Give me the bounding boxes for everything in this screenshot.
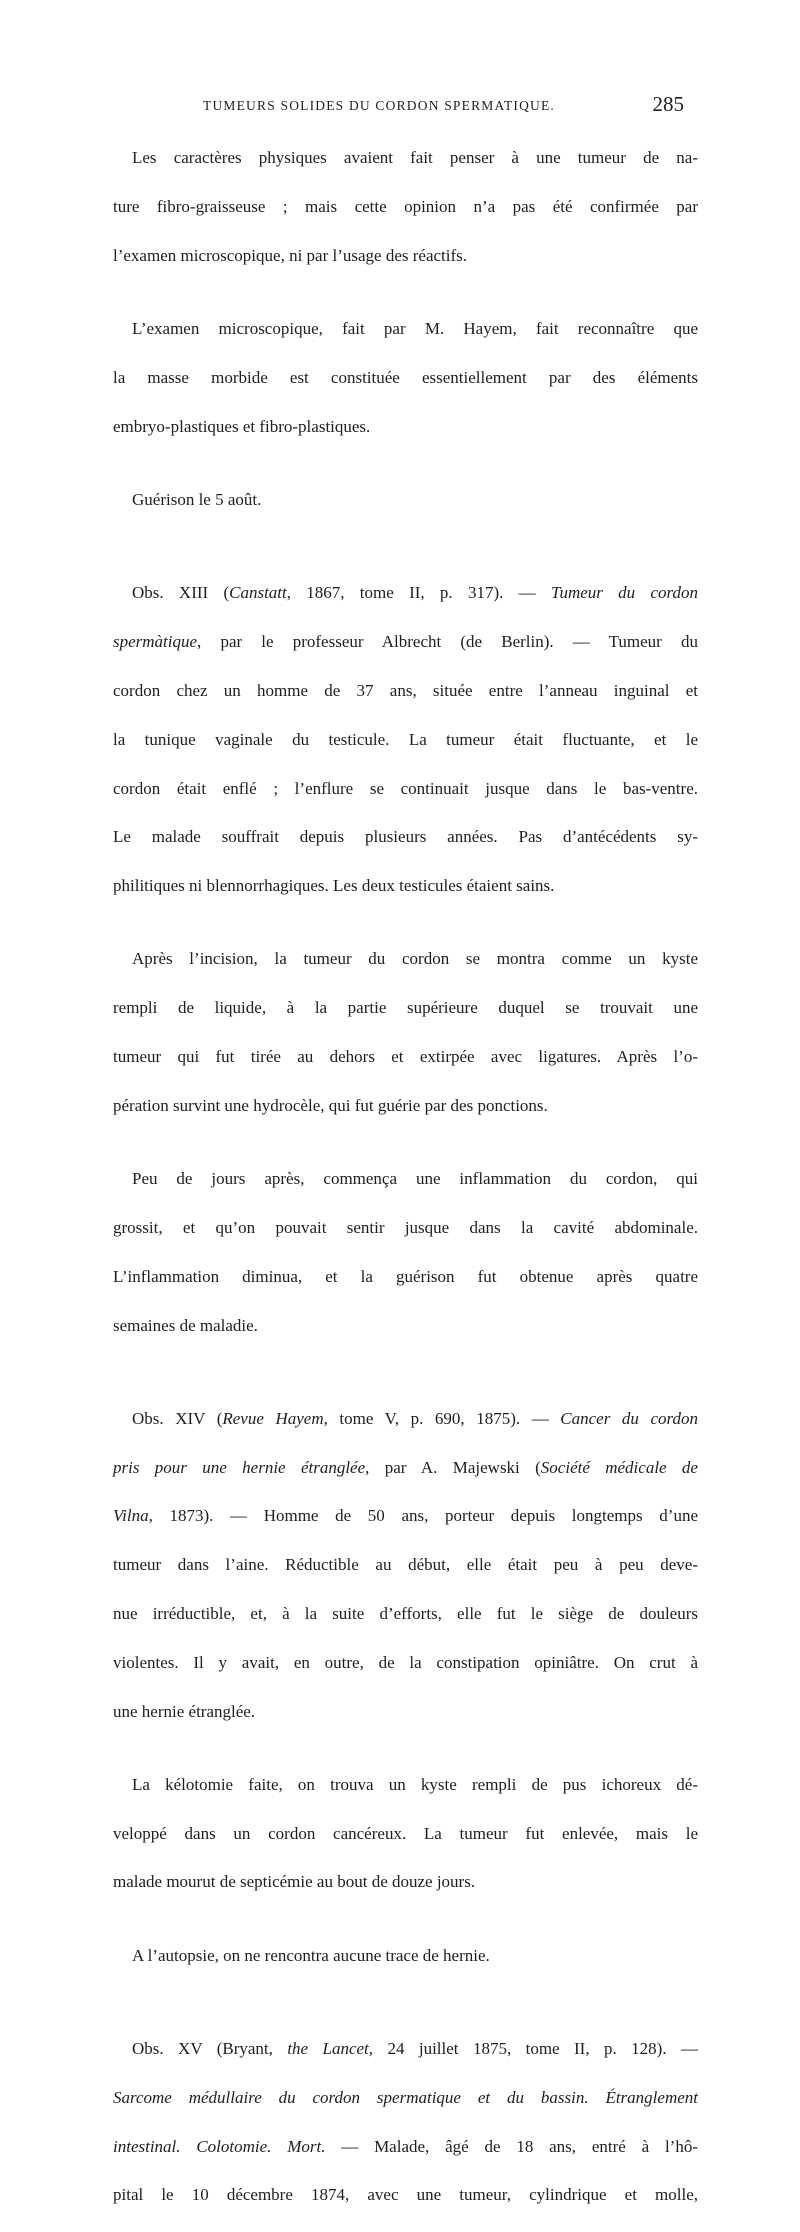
text-line: embryo-plastiques et fibro-plastiques. <box>113 416 371 436</box>
book-page <box>113 92 698 2232</box>
text-line: Peu de jours après, commença une inflammation du cordon, qui <box>132 1169 698 1189</box>
text-line: philitiques ni blennorrhagiques. Les deux testicules étaient sains. <box>113 876 555 896</box>
observation-heading-line <box>113 1407 698 1431</box>
author: , par A. Majewski ( <box>365 1457 541 1477</box>
observation-heading-line <box>113 581 698 605</box>
observation-title: pris pour une hernie étranglée <box>113 1457 366 1477</box>
section-gap <box>113 1362 698 1382</box>
observation-title: Cancer du cordon <box>560 1408 699 1428</box>
observation-title: intestinal. Colotomie. Mort. <box>113 2136 326 2156</box>
text-line: l’examen microscopique, ni par l’usage des réactifs. <box>113 246 468 266</box>
author: , par le professeur Albrecht (de Berlin). — Tumeur du <box>197 632 698 652</box>
observation-title: Tumeur du cordon <box>550 583 698 603</box>
paragraph-recovery <box>113 464 698 537</box>
text-line: L’examen microscopique, fait par M. Hayem, fait reconnaître que <box>132 319 698 339</box>
section-gap <box>113 537 698 557</box>
text-line: nue irréductible, et, à la suite d’efforts, elle fut le siège de douleurs <box>113 1603 698 1623</box>
text-line: violentes. Il y avait, en outre, de la constipation opiniâtre. On crut à <box>113 1652 698 1672</box>
text-line: La kélotomie faite, on trouva un kyste rempli de pus ichoreux dé- <box>132 1774 698 1794</box>
paragraph-physical-characters <box>113 122 698 293</box>
obs-label: Obs. XV (Bryant, <box>132 2038 288 2058</box>
citation: , tome V, p. 690, 1875). — <box>323 1408 561 1428</box>
observation-xiv <box>113 1382 698 1748</box>
text-line: rempli de liquide, à la partie supérieure duquel se trouvait une <box>113 998 698 1018</box>
text-line: la tunique vaginale du testicule. La tumeur était fluctuante, et le <box>113 729 698 749</box>
text-line <box>113 1456 698 1480</box>
text-line: une hernie étranglée. <box>113 1701 256 1721</box>
text-line: Les caractères physiques avaient fait penser à une tumeur de na- <box>132 148 698 168</box>
text-line <box>113 2135 698 2159</box>
text-line: Guérison le 5 août. <box>132 490 262 510</box>
text-line <box>113 1504 698 1528</box>
text-line: tumeur dans l’aine. Réductible au début, elle était peu à peu deve- <box>113 1555 698 1575</box>
text-line: pération survint une hydrocèle, qui fut guérie par des ponctions. <box>113 1095 548 1115</box>
text-line: tumeur qui fut tirée au dehors et extirpée avec ligatures. Après l’o- <box>113 1047 698 1067</box>
text-line: grossit, et qu’on pouvait sentir jusque dans la cavité abdominale. <box>113 1217 698 1237</box>
society-name: Vilna <box>113 1506 149 1526</box>
text-line: pital le 10 décembre 1874, avec une tumeur, cylindrique et molle, <box>113 2185 698 2205</box>
text-fragment: — Malade, âgé de 18 ans, entré à l’hô- <box>325 2136 699 2156</box>
observation-heading-line <box>113 2037 698 2061</box>
citation: , 24 juillet 1875, tome II, p. 128). — <box>368 2038 698 2058</box>
paragraph-microscopic-exam <box>113 293 698 464</box>
society-name: Société médicale de <box>540 1457 698 1477</box>
observation-xiv-kelotomy <box>113 1748 698 1919</box>
observation-title: spermàtique <box>113 632 198 652</box>
citation: , 1867, tome II, p. 317). — <box>286 583 551 603</box>
journal-name: Canstatt <box>229 583 287 603</box>
text-line: Après l’incision, la tumeur du cordon se montra comme un kyste <box>132 949 698 969</box>
obs-label: Obs. XIII ( <box>132 583 230 603</box>
observation-title: Sarcome médullaire du cordon spermatique et du bassin. Étranglement <box>113 2087 698 2107</box>
text-fragment: , 1873). — Homme de 50 ans, porteur depuis longtemps d’une <box>148 1506 698 1526</box>
text-line: ture fibro-graisseuse ; mais cette opinion n’a pas été confirmée par <box>113 197 698 217</box>
running-head <box>113 92 698 122</box>
obs-label: Obs. XIV ( <box>132 1408 223 1428</box>
observation-xv <box>113 2012 698 2232</box>
text-line <box>113 630 698 654</box>
text-line: malade mourut de septicémie au bout de douze jours. <box>113 1872 476 1892</box>
observation-xiii <box>113 557 698 923</box>
observation-xiv-autopsy <box>113 1919 698 1992</box>
text-line: cordon était enflé ; l’enflure se continuait jusque dans le bas-ventre. <box>113 778 698 798</box>
text-line: Le malade souffrait depuis plusieurs années. Pas d’antécédents sy- <box>113 827 698 847</box>
journal-name: the Lancet <box>287 2038 369 2058</box>
text-line: la masse morbide est constituée essentiellement par des éléments <box>113 368 698 388</box>
running-title: TUMEURS SOLIDES DU CORDON SPERMATIQUE. <box>203 98 555 113</box>
text-line: veloppé dans un cordon cancéreux. La tumeur fut enlevée, mais le <box>113 1823 698 1843</box>
section-gap <box>113 1992 698 2012</box>
page-number: 285 <box>652 92 684 116</box>
observation-xiii-inflammation <box>113 1143 698 1363</box>
text-line: semaines de maladie. <box>113 1315 258 1335</box>
observation-xiii-incision <box>113 923 698 1143</box>
journal-name: Revue Hayem <box>222 1408 324 1428</box>
text-line: cordon chez un homme de 37 ans, située entre l’anneau inguinal et <box>113 680 698 700</box>
text-line: A l’autopsie, on ne rencontra aucune trace de hernie. <box>132 1945 490 1965</box>
text-line: L’inflammation diminua, et la guérison fut obtenue après quatre <box>113 1266 698 1286</box>
